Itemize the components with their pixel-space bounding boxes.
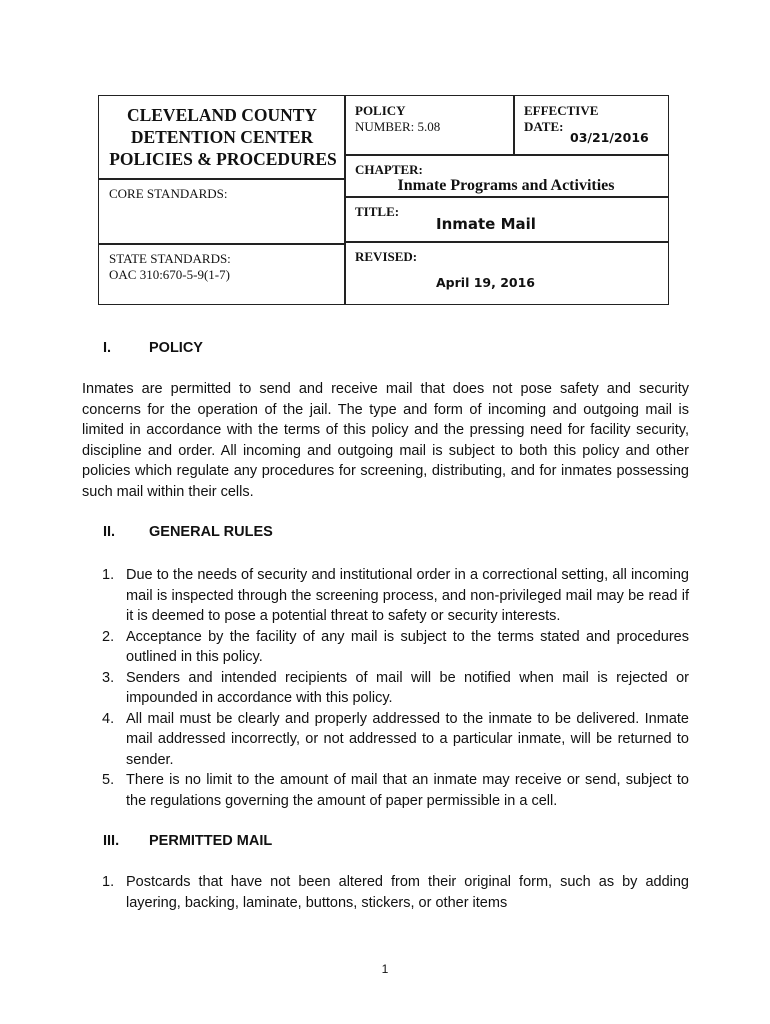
policy-number: NUMBER: 5.08 [355,119,441,134]
list-item [82,627,689,668]
section-title: GENERAL RULES [149,524,273,540]
section-title: PERMITTED MAIL [149,833,273,849]
policy-label: POLICY [355,103,406,118]
chapter-label: CHAPTER: [355,162,423,177]
list-item-text: There is no limit to the amount of mail that an inmate may receive or send, subject to the regulations governing the amount of paper permissible in a cell. [126,772,689,809]
divider-right-2 [344,196,668,198]
list-item-number: 5. [102,772,115,788]
list-item-text: Postcards that have not been altered from their original form, such as by adding layering, backing, laminate, buttons, stickers, or other items [126,874,689,911]
divider-top-right [513,96,515,155]
section-heading-permitted-mail [103,833,272,849]
effective-date-label: DATE: [524,119,564,134]
org-title [99,104,345,170]
permitted-mail-list [82,872,689,913]
org-title-line2: DETENTION CENTER [130,127,314,147]
section-heading-policy [103,340,203,356]
list-item-text: Senders and intended recipients of mail will be notified when mail is rejected or impounded in accordance with this policy. [126,669,689,706]
title-label: TITLE: [355,204,400,219]
list-item-text: Acceptance by the facility of any mail is subject to the terms stated and procedures outlined in this policy. [126,628,689,665]
org-title-line1: CLEVELAND COUNTY [126,105,318,125]
list-item [82,668,689,709]
section-number: II. [103,524,116,540]
list-item-number: 3. [102,669,115,686]
section-heading-general-rules [103,524,273,540]
list-item [82,872,689,913]
page-number: 1 [381,962,389,976]
policy-paragraph: Inmates are permitted to send and receive mail that does not pose safety and security concerns for the operation of the jail. The type and form of incoming and outgoing mail is limited in accordance with the terms of this policy and the pressing need for facility security, discipline and order. All incoming and outgoing mail is subject to both this policy and other policies which regulate any procedures for screening, distributing, and for inmates possessing such mail within their cells. [82,381,689,500]
list-item [82,709,689,771]
org-title-line3: POLICIES & PROCEDURES [109,149,337,169]
list-item-number: 4. [102,710,115,727]
divider-right-3 [344,241,668,243]
section-title: POLICY [149,340,203,356]
effective-label: EFFECTIVE [524,103,599,118]
chapter-value: Inmate Programs and Activities [397,177,615,194]
list-item-number: 1. [102,567,115,583]
policy-header-table [98,95,669,305]
title-value: Inmate Mail [436,215,536,233]
divider-left-1 [99,178,345,180]
revised-label: REVISED: [355,249,418,264]
revised-value: April 19, 2016 [436,275,535,290]
divider-left-2 [99,243,345,245]
list-item-number: 1. [102,874,115,890]
section-number: I. [103,340,112,356]
list-item-text: Due to the needs of security and institutional order in a correctional setting, all incoming mail is inspected through the screening process, and non-privileged mail may be read if it is deemed to pose a potential threat to safety or security interests. [126,567,689,624]
general-rules-list [82,565,689,811]
state-standards-block [109,251,231,283]
list-item-text: All mail must be clearly and properly addressed to the inmate to be delivered. Inmate mail addressed incorrectly, or not addressed to a particular inmate, will be returned to sender. [126,710,689,768]
state-standards-value: OAC 310:670-5-9(1-7) [109,267,230,282]
list-item [82,770,689,811]
state-standards-label: STATE STANDARDS: [109,251,231,266]
section-number: III. [103,833,120,849]
list-item-number: 2. [102,628,115,645]
effective-date-value: 03/21/2016 [570,130,649,145]
divider-right-1 [344,154,668,156]
core-standards-label: CORE STANDARDS: [109,186,228,201]
policy-number-block [355,103,440,135]
list-item [82,565,689,627]
